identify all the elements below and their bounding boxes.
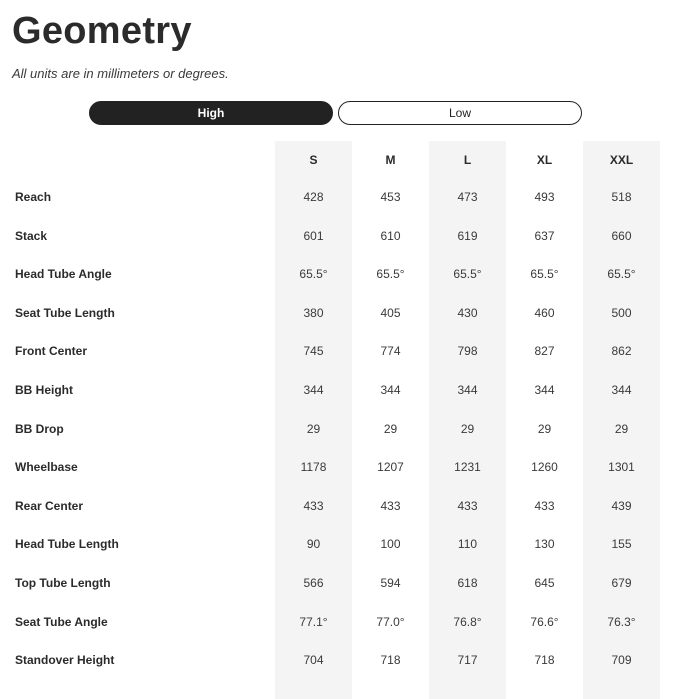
table-cell: 344: [457, 383, 478, 397]
table-cell: 65.5°: [530, 267, 559, 281]
units-note: All units are in millimeters or degrees.: [12, 66, 229, 81]
table-row: [0, 641, 680, 679]
table-cell: 65.5°: [607, 267, 636, 281]
table-cell: 637: [534, 229, 555, 243]
row-label: Head Tube Angle: [15, 267, 112, 281]
table-cell: 29: [306, 422, 321, 436]
table-cell: 439: [611, 499, 632, 513]
table-row: [0, 178, 680, 216]
table-cell: 453: [380, 190, 401, 204]
high-setting-button[interactable]: High: [89, 101, 333, 125]
table-row: [0, 525, 680, 563]
table-cell: 798: [457, 344, 478, 358]
table-cell: 717: [457, 653, 478, 667]
table-cell: 344: [534, 383, 555, 397]
size-header: XL: [536, 153, 553, 167]
row-label: Rear Center: [15, 499, 84, 513]
table-cell: 433: [534, 499, 555, 513]
row-label: BB Height: [15, 383, 73, 397]
table-cell: 77.1°: [299, 615, 328, 629]
table-row: [0, 564, 680, 602]
table-cell: 405: [380, 306, 401, 320]
table-row: [0, 294, 680, 332]
size-header: L: [463, 153, 472, 167]
table-cell: 65.5°: [453, 267, 482, 281]
page-title: Geometry: [12, 10, 192, 52]
table-cell: 619: [457, 229, 478, 243]
table-header-row: [0, 141, 680, 179]
row-label: Stack: [15, 229, 48, 243]
size-header: S: [309, 153, 318, 167]
table-cell: 709: [611, 653, 632, 667]
table-cell: 1260: [531, 460, 558, 474]
table-cell: 433: [303, 499, 324, 513]
table-cell: 718: [534, 653, 555, 667]
table-cell: 1301: [608, 460, 635, 474]
table-cell: 718: [380, 653, 401, 667]
table-cell: 65.5°: [376, 267, 405, 281]
row-label: Wheelbase: [15, 460, 78, 474]
table-cell: 460: [534, 306, 555, 320]
row-label: BB Drop: [15, 422, 64, 436]
table-cell: 110: [457, 537, 478, 551]
size-header: XXL: [609, 153, 634, 167]
table-cell: 155: [611, 537, 632, 551]
table-cell: 610: [380, 229, 401, 243]
table-cell: 77.0°: [376, 615, 405, 629]
table-cell: 745: [303, 344, 324, 358]
table-cell: 1207: [377, 460, 404, 474]
table-cell: 433: [457, 499, 478, 513]
row-label: Top Tube Length: [15, 576, 111, 590]
table-cell: 344: [380, 383, 401, 397]
table-cell: 380: [303, 306, 324, 320]
table-row: [0, 217, 680, 255]
table-row: [0, 410, 680, 448]
row-label: Head Tube Length: [15, 537, 119, 551]
row-label: Standover Height: [15, 653, 115, 667]
table-cell: 430: [457, 306, 478, 320]
table-cell: 1231: [454, 460, 481, 474]
table-cell: 344: [611, 383, 632, 397]
table-cell: 29: [383, 422, 398, 436]
table-cell: 862: [611, 344, 632, 358]
table-cell: 500: [611, 306, 632, 320]
table-cell: 518: [611, 190, 632, 204]
table-cell: 76.8°: [453, 615, 482, 629]
table-cell: 660: [611, 229, 632, 243]
table-cell: 100: [380, 537, 401, 551]
table-cell: 76.6°: [530, 615, 559, 629]
table-cell: 594: [380, 576, 401, 590]
table-row: [0, 603, 680, 641]
table-cell: 29: [614, 422, 629, 436]
table-row: [0, 332, 680, 370]
table-cell: 65.5°: [299, 267, 328, 281]
table-cell: 29: [460, 422, 475, 436]
table-cell: 704: [303, 653, 324, 667]
table-cell: 601: [303, 229, 324, 243]
low-setting-button[interactable]: Low: [338, 101, 582, 125]
size-header: M: [385, 153, 396, 167]
table-row: [0, 487, 680, 525]
table-cell: 76.3°: [607, 615, 636, 629]
row-label: Seat Tube Length: [15, 306, 115, 320]
table-cell: 344: [303, 383, 324, 397]
table-cell: 473: [457, 190, 478, 204]
row-label: Seat Tube Angle: [15, 615, 108, 629]
table-cell: 774: [380, 344, 401, 358]
table-cell: 428: [303, 190, 324, 204]
table-cell: 493: [534, 190, 555, 204]
table-row: [0, 371, 680, 409]
table-cell: 679: [611, 576, 632, 590]
table-cell: 566: [303, 576, 324, 590]
table-cell: 645: [534, 576, 555, 590]
geometry-setting-toggle: [89, 101, 582, 125]
table-row: [0, 448, 680, 486]
table-cell: 618: [457, 576, 478, 590]
row-label: Reach: [15, 190, 52, 204]
table-cell: 1178: [300, 460, 327, 474]
table-cell: 29: [537, 422, 552, 436]
table-cell: 130: [534, 537, 555, 551]
table-cell: 827: [534, 344, 555, 358]
row-label: Front Center: [15, 344, 87, 358]
table-row: [0, 255, 680, 293]
table-cell: 433: [380, 499, 401, 513]
table-cell: 90: [306, 537, 321, 551]
